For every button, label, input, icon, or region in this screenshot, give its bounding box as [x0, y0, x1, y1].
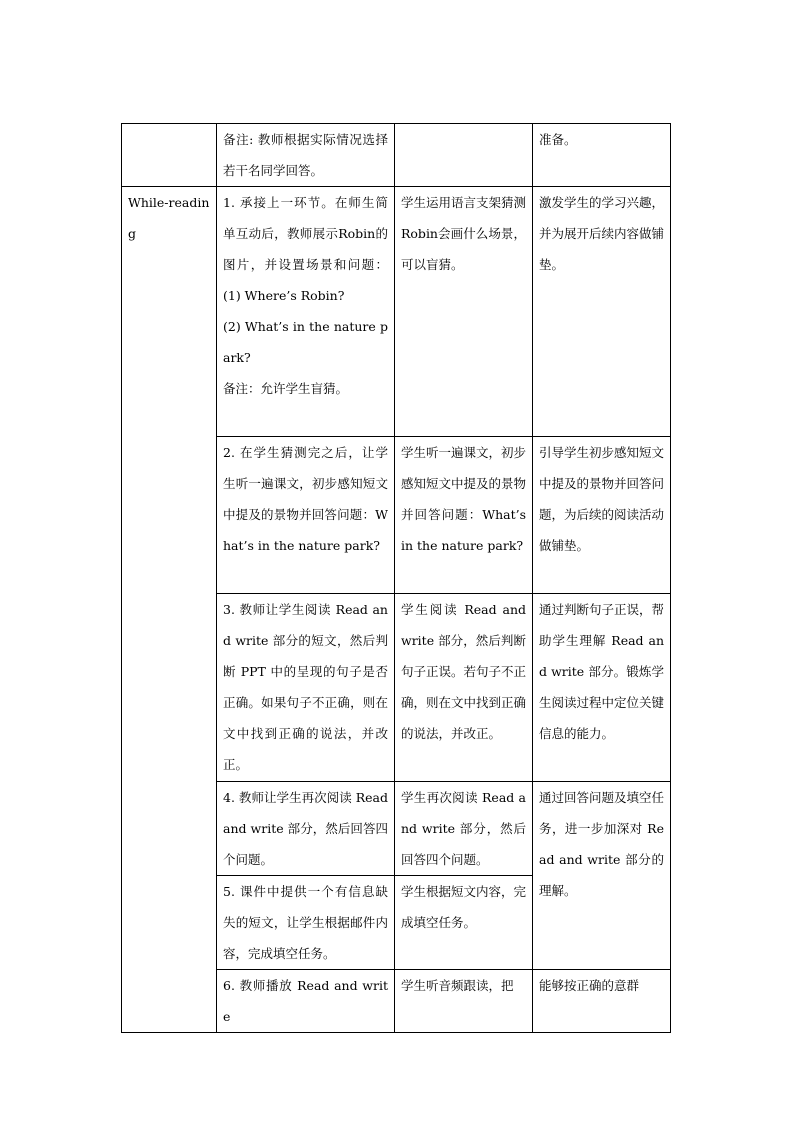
table-row — [122, 187, 671, 437]
student-activity-cell: 学生运用语言支架猜测Robin会画什么场景，可以盲猜。 — [395, 187, 533, 437]
student-activity-cell: 学生听一遍课文，初步感知短文中提及的景物并回答问题：What’s in the nature park? — [395, 437, 533, 594]
purpose-cell: 能够按正确的意群 — [533, 970, 671, 1033]
stage-cell — [122, 124, 217, 187]
purpose-cell: 通过回答问题及填空任务，进一步加深对 Read and write 部分的理解。 — [533, 782, 671, 970]
stage-cell: While-reading — [122, 187, 217, 1033]
purpose-cell: 激发学生的学习兴趣，并为展开后续内容做铺垫。 — [533, 187, 671, 437]
teacher-activity-cell: 6. 教师播放 Read and write — [217, 970, 395, 1033]
purpose-cell: 引导学生初步感知短文中提及的景物并回答问题，为后续的阅读活动做铺垫。 — [533, 437, 671, 594]
teacher-activity-cell: 2. 在学生猜测完之后，让学生听一遍课文，初步感知短文中提及的景物并回答问题：What’s in the nature park? — [217, 437, 395, 594]
teacher-activity-cell: 5. 课件中提供一个有信息缺失的短文，让学生根据邮件内容，完成填空任务。 — [217, 876, 395, 970]
teacher-activity-cell: 3. 教师让学生阅读 Read and write 部分的短文，然后判断 PPT 中的呈现的句子是否正确。如果句子不正确，则在文中找到正确的说法，并改正。 — [217, 594, 395, 782]
student-activity-cell: 学生听音频跟读，把 — [395, 970, 533, 1033]
purpose-cell: 准备。 — [533, 124, 671, 187]
teacher-activity-cell: 1. 承接上一环节。在师生简单互动后，教师展示Robin的图片，并设置场景和问题：(1) Where’s Robin? (2) What’s in the nature park? 备注：允许学生盲猜。 — [217, 187, 395, 437]
student-activity-cell: 学生再次阅读 Read and write 部分，然后回答四个问题。 — [395, 782, 533, 876]
teacher-activity-cell: 4. 教师让学生再次阅读 Read and write 部分，然后回答四个问题。 — [217, 782, 395, 876]
teacher-activity-cell: 备注: 教师根据实际情况选择若干名同学回答。 — [217, 124, 395, 187]
student-activity-cell: 学生阅读 Read and write 部分，然后判断句子正误。若句子不正确，则在文中找到正确的说法，并改正。 — [395, 594, 533, 782]
student-activity-cell: 学生根据短文内容，完成填空任务。 — [395, 876, 533, 970]
table-row — [122, 124, 671, 187]
student-activity-cell — [395, 124, 533, 187]
lesson-plan-table — [121, 123, 671, 1033]
purpose-cell: 通过判断句子正误，帮助学生理解 Read and write 部分。锻炼学生阅读过程中定位关键信息的能力。 — [533, 594, 671, 782]
